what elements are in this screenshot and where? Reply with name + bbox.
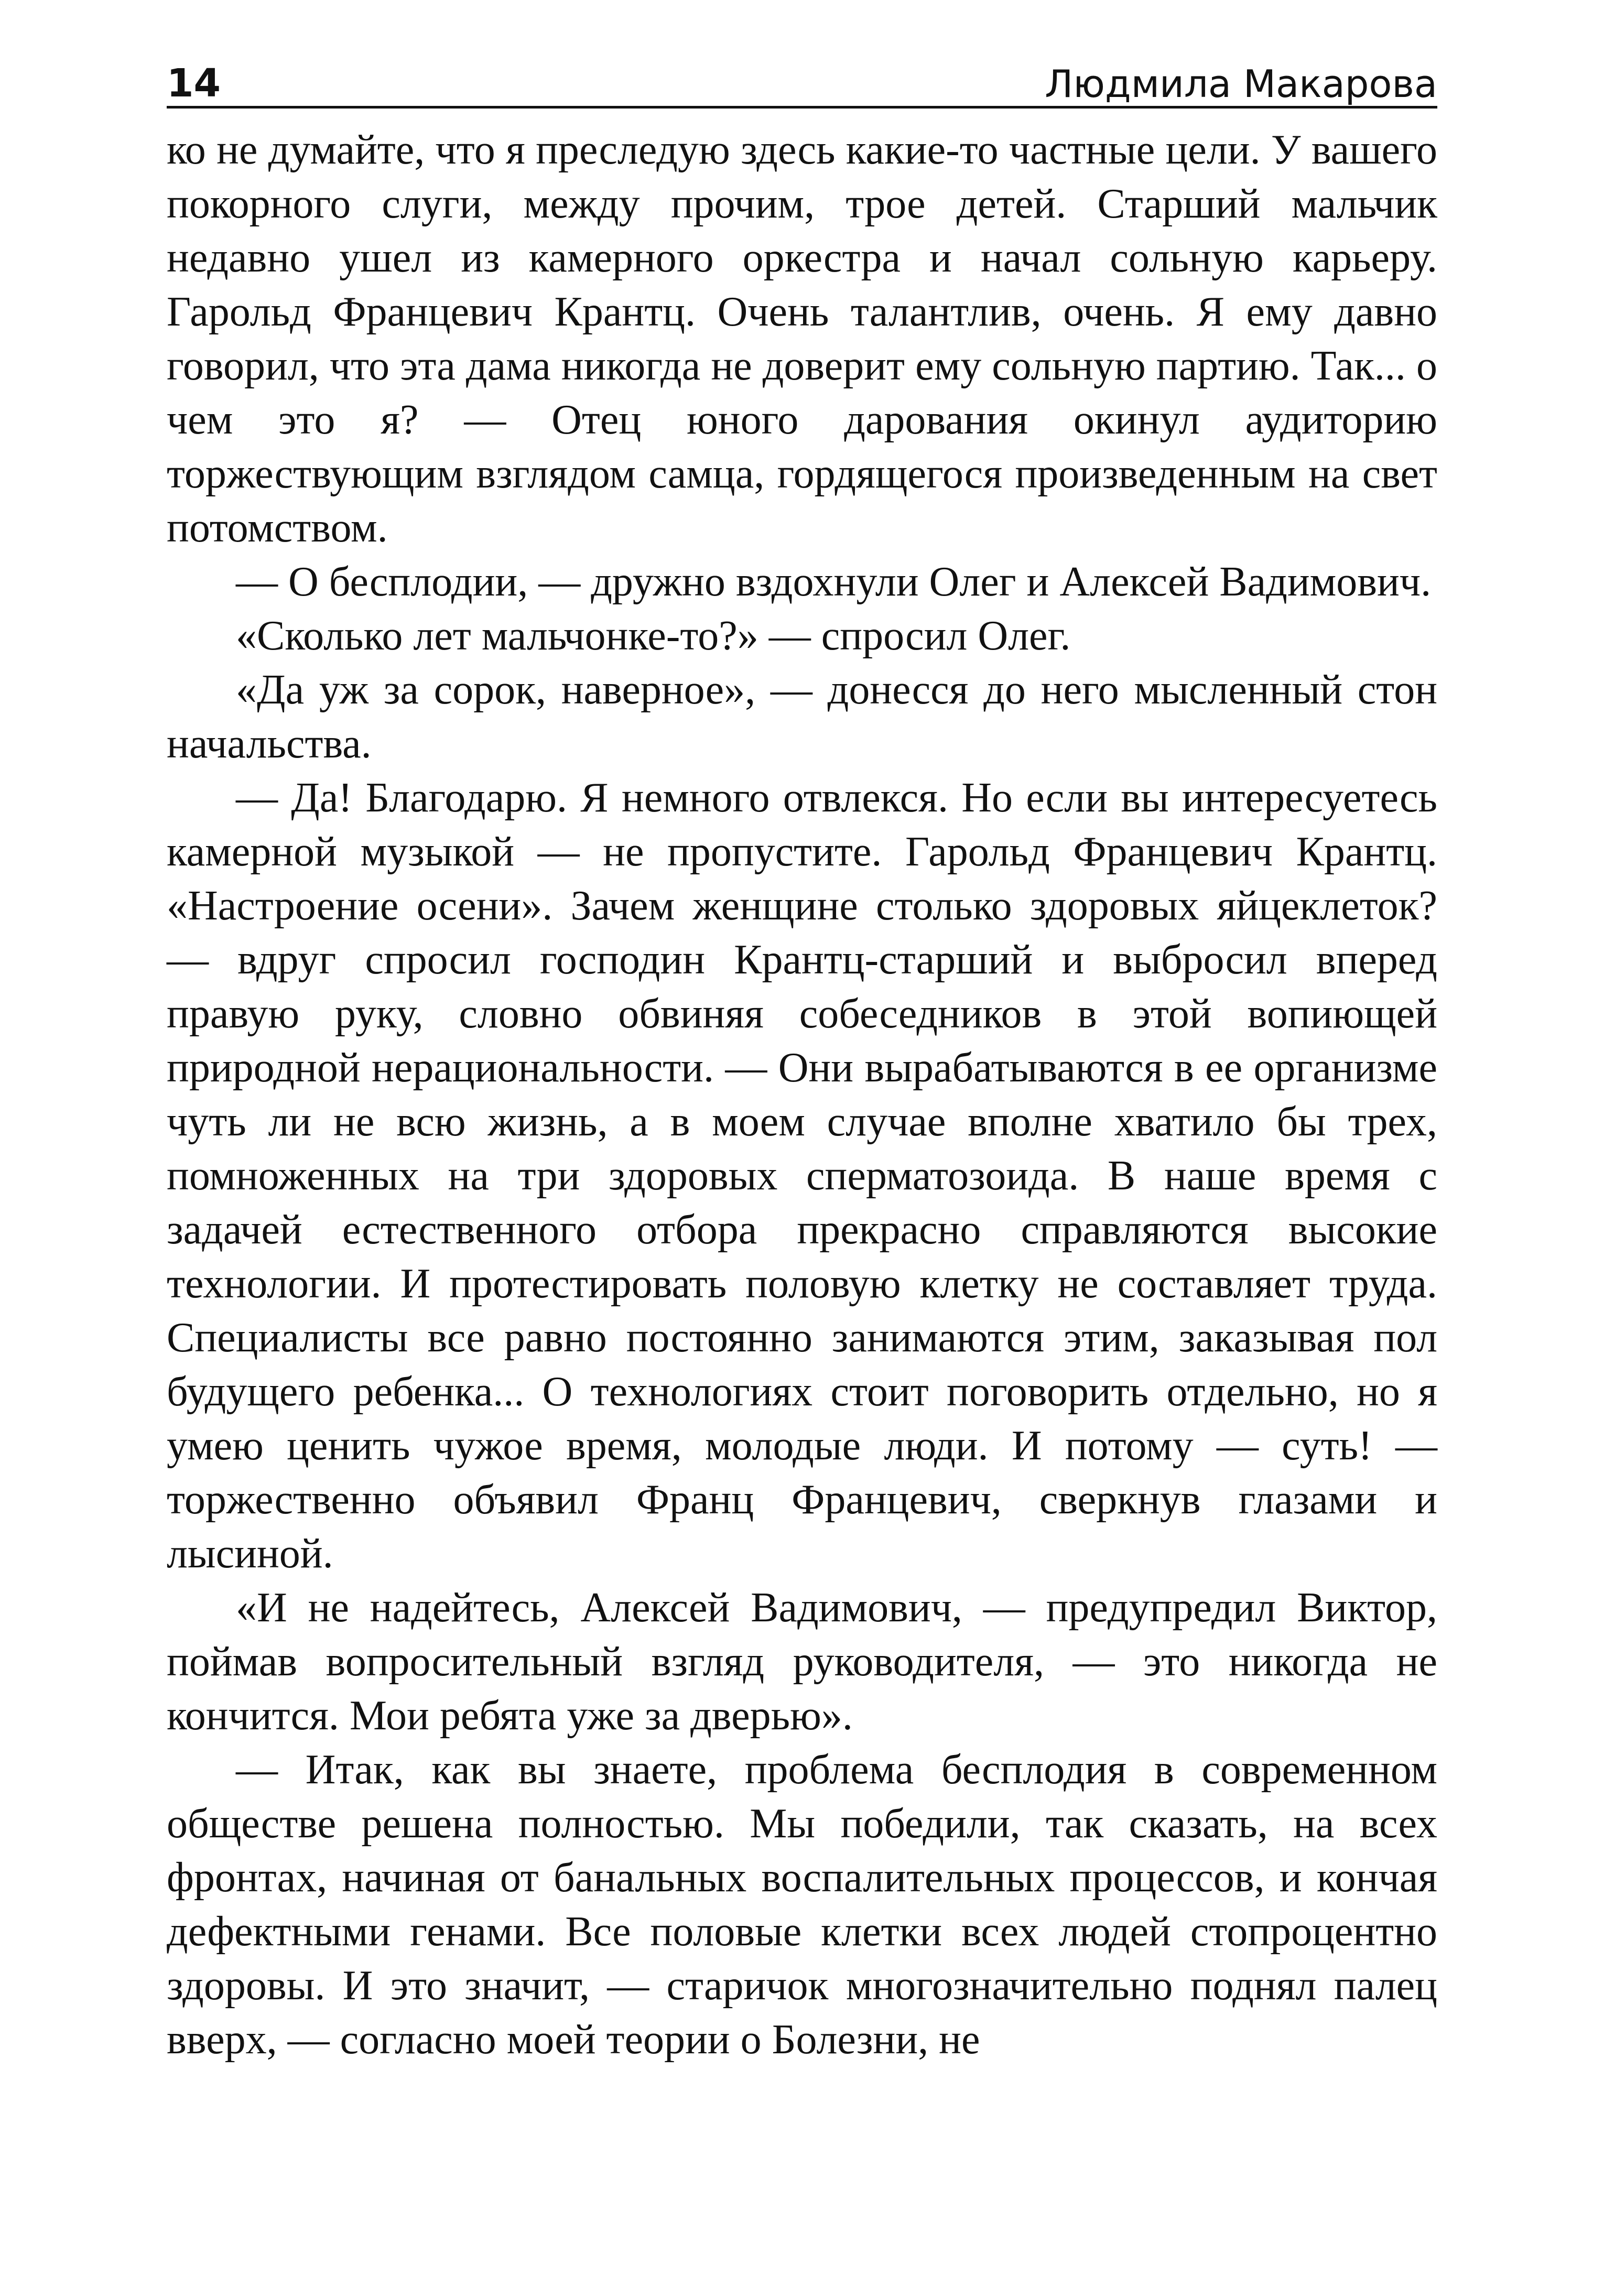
book-page: [167, 58, 1437, 2067]
paragraph: — Да! Благодарю. Я немного отвлекся. Но если вы интересуетесь камерной музыкой — не пропустите. Гарольд Францевич Крантц. «Настроение осени». Зачем женщине столько здоровых яйцеклеток? — вдруг спросил господин Крантц-старший и выбросил вперед правую руку, словно обвиняя собеседников в этой вопиющей природной нерациональности. — Они вырабатываются в ее организме чуть ли не всю жизнь, а в моем случае вполне хватило бы трех, помноженных на три здоровых сперматозоида. В наше время с задачей естественного отбора прекрасно справляются высокие технологии. И протестировать половую клетку не составляет труда. Специалисты все равно постоянно занимаются этим, заказывая пол будущего ребенка... О технологиях стоит поговорить отдельно, но я умею ценить чужое время, молодые люди. И потому — суть! — торжественно объявил Франц Францевич, сверкнув глазами и лысиной.: [167, 775, 1437, 1577]
running-head-author: Людмила Макарова: [1045, 62, 1437, 106]
body-text: [167, 123, 1437, 2067]
paragraph: «Да уж за сорок, наверное», — донесся до него мысленный стон начальства.: [167, 667, 1437, 767]
page-header: [167, 58, 1437, 109]
page-number: 14: [167, 61, 221, 106]
paragraph: ко не думайте, что я преследую здесь какие-то частные цели. У вашего покорного слуги, между прочим, трое детей. Старший мальчик недавно ушел из камерного оркестра и начал сольную карьеру. Гарольд Францевич Крантц. Очень талантлив, очень. Я ему давно говорил, что эта дама никогда не доверит ему сольную партию. Так... о чем это я? — Отец юного дарования окинул аудиторию торжествующим взглядом самца, гордящегося произведенным на свет потомством.: [167, 127, 1437, 551]
paragraph: — О бесплодии, — дружно вздохнули Олег и Алексей Вадимович.: [236, 559, 1432, 605]
paragraph: «Сколько лет мальчонке-то?» — спросил Олег.: [236, 613, 1071, 659]
paragraph: «И не надейтесь, Алексей Вадимович, — предупредил Виктор, поймав вопросительный взгляд руководителя, — это никогда не кончится. Мои ребята уже за дверью».: [167, 1585, 1437, 1739]
paragraph: — Итак, как вы знаете, проблема бесплодия в современном обществе решена полностью. Мы победили, так сказать, на всех фронтах, начиная от банальных воспалительных процессов, и кончая дефектными генами. Все половые клетки всех людей стопроцентно здоровы. И это значит, — старичок многозначительно поднял палец вверх, — согласно моей теории о Болезни, не: [167, 1747, 1437, 2063]
